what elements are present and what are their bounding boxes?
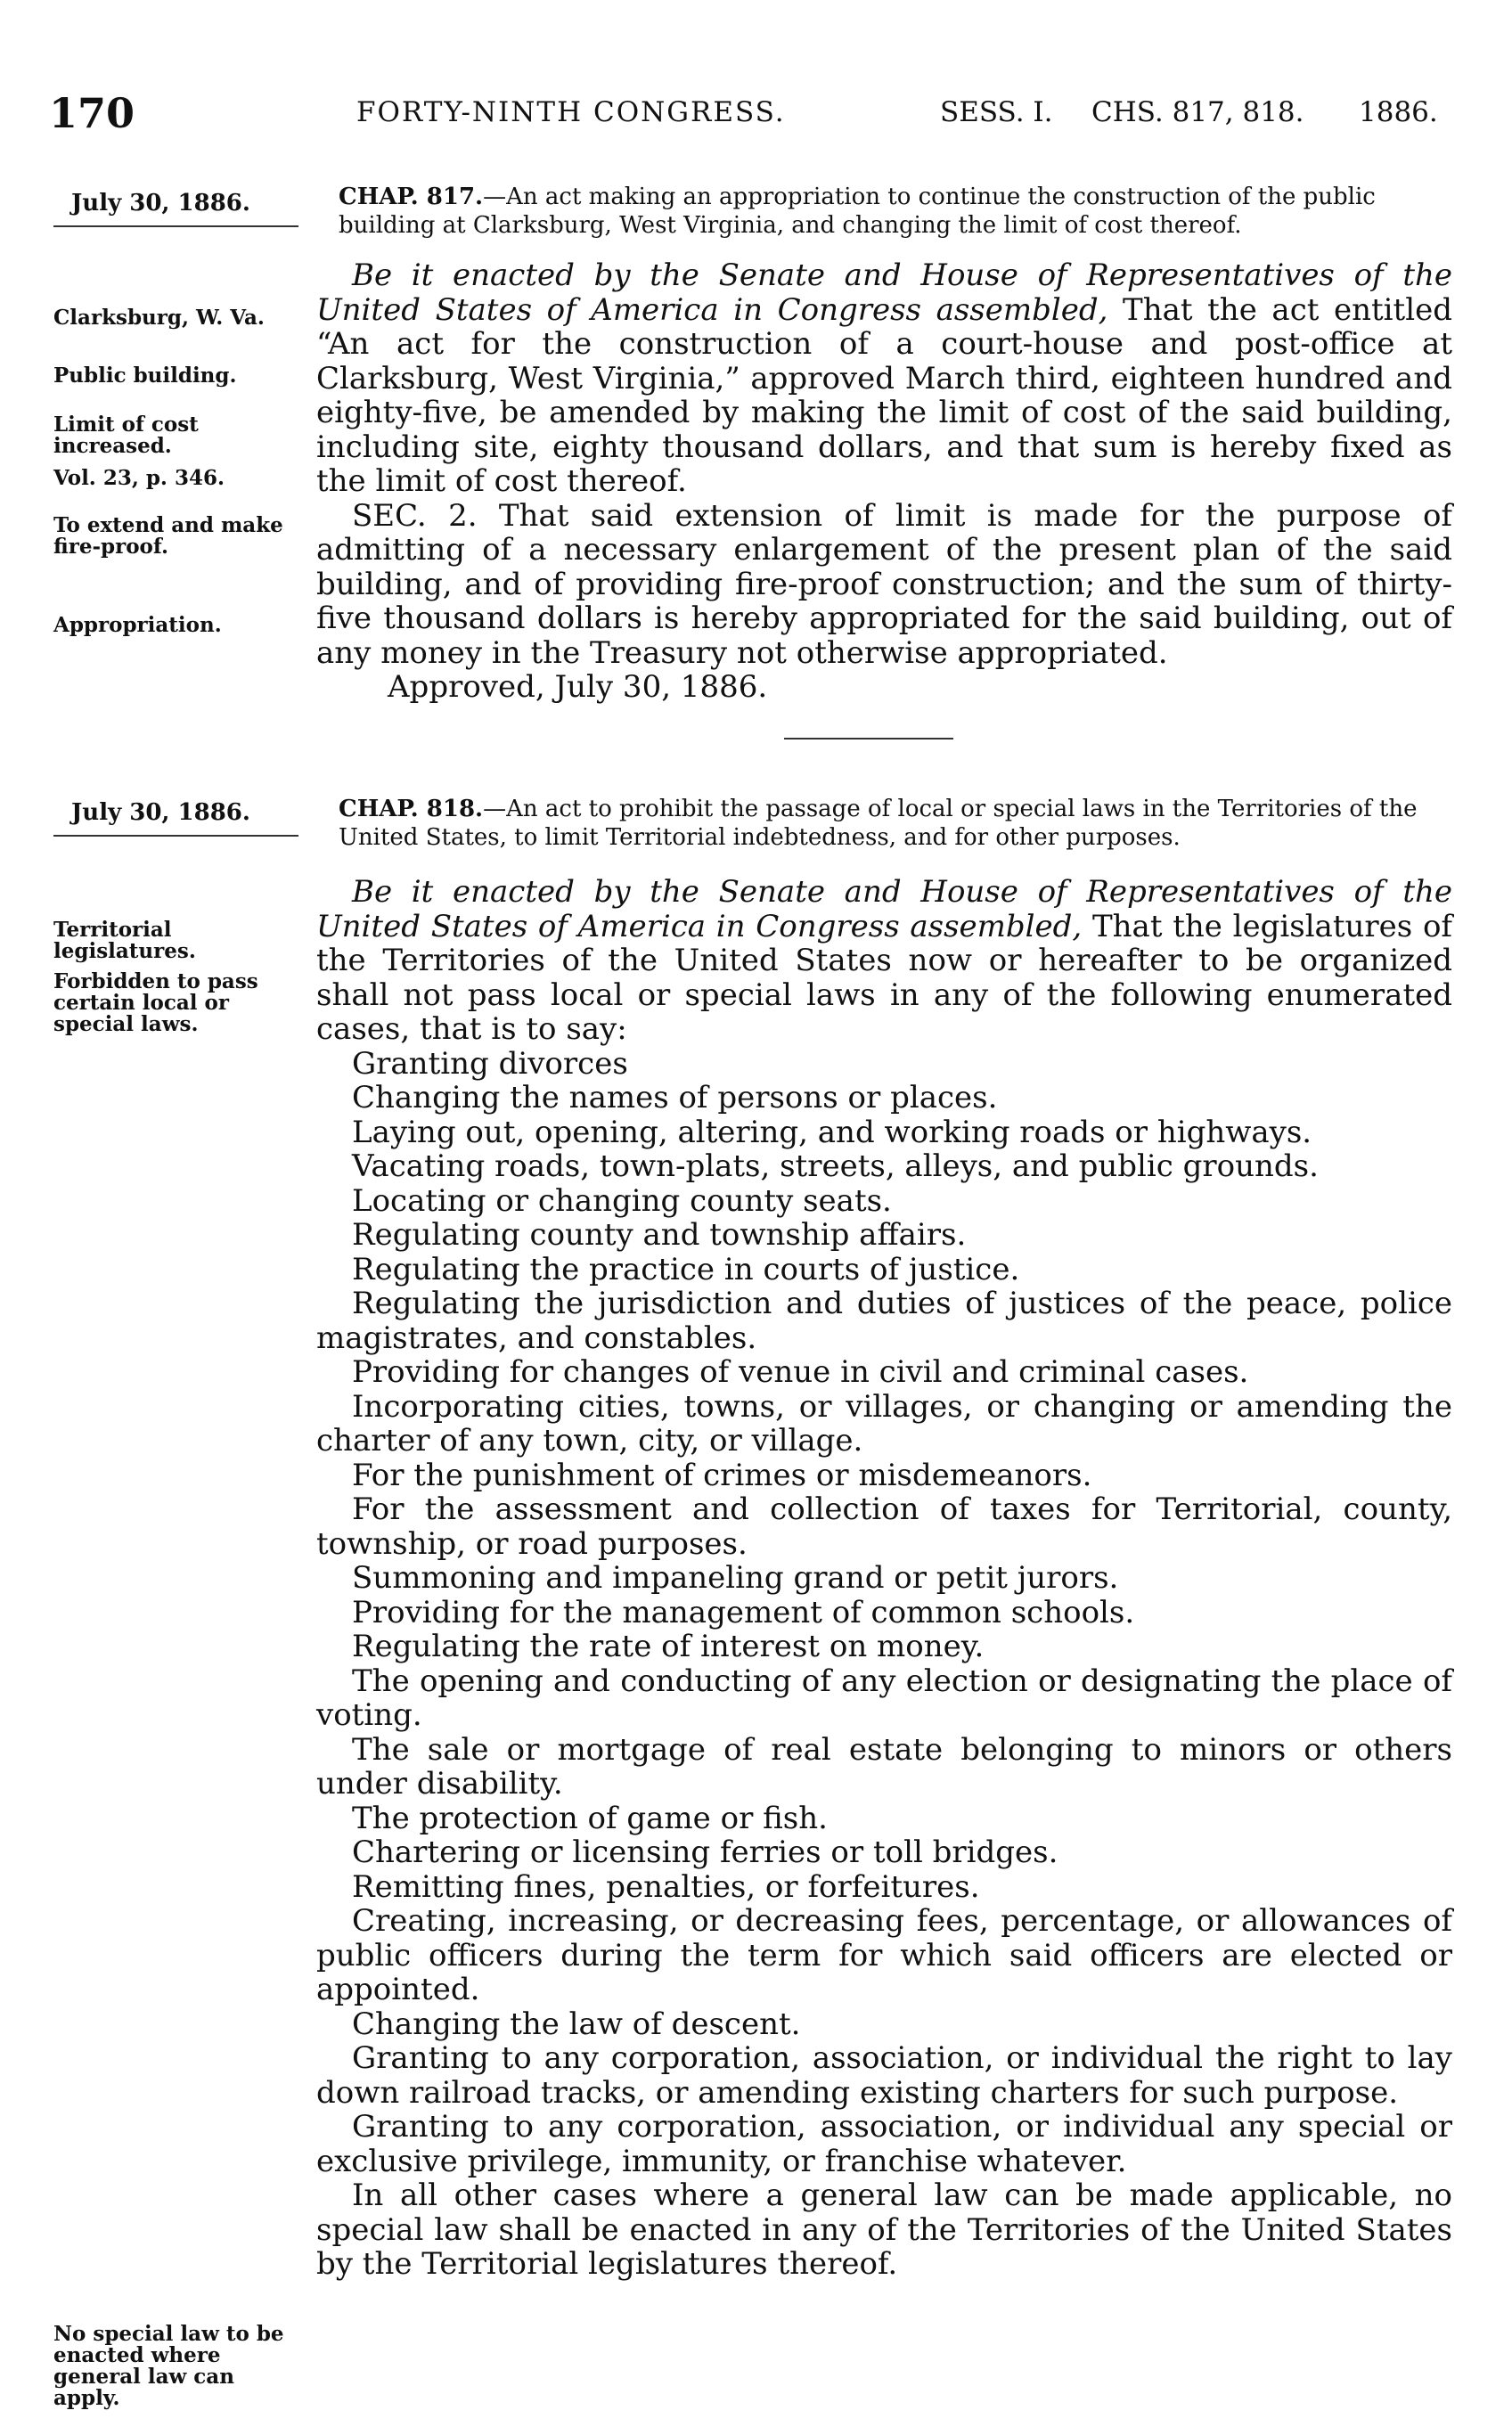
chap818-enacting-clause: Be it enacted by the Senate and House of Representatives of the United States of America in Congress assembled,: [316, 874, 1452, 944]
list-item: Providing for the management of common schools.: [352, 1594, 1135, 1630]
enumerated-cases-list: [316, 1047, 1452, 2179]
list-item: Regulating the jurisdiction and duties of justices of the peace, police magistrates, and constables.: [316, 1286, 1452, 1356]
list-item: Regulating the rate of interest on money.: [352, 1629, 985, 1664]
chap818-date-rule: [53, 835, 298, 837]
list-item: The sale or mortgage of real estate belonging to minors or others under disability.: [316, 1731, 1452, 1802]
margin-note-location: Clarksburg, W. Va.: [53, 306, 265, 330]
list-item: Remitting fines, penalties, or forfeitures.: [352, 1868, 980, 1905]
running-head-session: SESS. I.: [940, 96, 1053, 128]
chap818-intro-text: That the legislatures of the Territories of the United States now or hereafter to be organized shall not pass local or special laws in any of the following enumerated cases, that is to say:: [316, 908, 1452, 1047]
chap818-intro: [316, 875, 1452, 1047]
chap817-section-1: [316, 258, 1452, 499]
chap817-approved: Approved, July 30, 1886.: [388, 669, 768, 705]
running-head-title: FORTY-NINTH CONGRESS.: [356, 96, 786, 128]
page-number: 170: [49, 89, 135, 137]
list-item: Regulating county and township affairs.: [352, 1217, 967, 1253]
running-header: [49, 89, 1448, 151]
margin-note-extend: To extend and make fire-proof.: [53, 513, 283, 559]
chap817-enacting-clause: Be it enacted by the Senate and House of Representatives of the United States of America in Congress assembled,: [316, 257, 1452, 328]
chap817-section-2-text: That said extension of limit is made for the purpose of admitting of a necessary enlargement of the present plan of the said building, and of providing fire-proof construction; and the sum of thirty-five thousand dollars is hereby appropriated for the said building, out of any money in the Treasury not otherwise appropriated.: [316, 497, 1452, 671]
chap818-body: [316, 875, 1452, 2282]
list-item: Incorporating cities, towns, or villages, or changing or amending the charter of any town, city, or village.: [316, 1388, 1452, 1459]
chap817-label: CHAP. 817.: [339, 184, 484, 210]
chap817-section-1-text: That the act entitled “An act for the construction of a court-house and post-office at Clarksburg, West Virginia,” approved March third, eighteen hundred and eighty-five, be amended by making the limit of cost of the said building, including site, eighty thousand dollars, and that sum is hereby fixed as the limit of cost thereof.: [316, 291, 1452, 499]
list-item: Providing for changes of venue in civil and criminal cases.: [352, 1354, 1249, 1390]
list-item: The protection of game or fish.: [352, 1800, 828, 1836]
list-item: Laying out, opening, altering, and working roads or highways.: [352, 1114, 1312, 1150]
section-divider: [784, 738, 953, 739]
list-item: Vacating roads, town-plats, streets, alleys, and public grounds.: [352, 1148, 1319, 1184]
chap817-title: [339, 183, 1452, 240]
list-item: Granting to any corporation, association, or individual any special or exclusive privilege, immunity, or franchise whatever.: [316, 2109, 1452, 2179]
chap818-date: July 30, 1886.: [71, 799, 250, 826]
margin-note-forbidden: Forbidden to pass certain local or special laws.: [53, 969, 258, 1036]
chap818-title-text: —An act to prohibit the passage of local or special laws in the Territories of the United States, to limit Territorial indebtedness, and for other purposes.: [339, 796, 1418, 851]
chap817-title-text: —An act making an appropriation to continue the construction of the public building at Clarksburg, West Virginia, and changing the limit of cost thereof.: [339, 184, 1376, 239]
running-head-chapters: CHS. 817, 818.: [1091, 96, 1304, 128]
list-item: For the assessment and collection of taxes for Territorial, county, township, or road purposes.: [316, 1491, 1452, 1562]
list-item: Locating or changing county seats.: [352, 1182, 892, 1219]
chap818-final-paragraph: In all other cases where a general law can be made applicable, no special law shall be enacted in any of the Territories of the United States by the Territorial legislatures thereof.: [316, 2178, 1452, 2282]
list-item: Creating, increasing, or decreasing fees, percentage, or allowances of public officers during the term for which said officers are elected or appointed.: [316, 1903, 1452, 2007]
margin-note-territorial: Territorial legislatures.: [53, 918, 196, 963]
list-item: Granting to any corporation, association, or individual the right to lay down railroad tracks, or amending existing charters for such purpose.: [316, 2040, 1452, 2111]
margin-note-limit: Limit of cost increased.: [53, 413, 199, 458]
chap818-title: [339, 795, 1452, 852]
chap817-body: [316, 258, 1452, 705]
list-item: The opening and conducting of any election or designating the place of voting.: [316, 1663, 1452, 1733]
margin-note-no-special: No special law to be enacted where general law can apply.: [53, 2322, 284, 2410]
list-item: Regulating the practice in courts of justice.: [352, 1251, 1020, 1287]
chap817-section-2: [316, 499, 1452, 671]
list-item: Chartering or licensing ferries or toll bridges.: [352, 1834, 1058, 1870]
margin-note-public-building: Public building.: [53, 364, 237, 388]
chap818-label: CHAP. 818.: [339, 796, 484, 822]
list-item: Summoning and impaneling grand or petit jurors.: [352, 1560, 1119, 1596]
chap817-date: July 30, 1886.: [71, 190, 250, 217]
margin-note-appropriation: Appropriation.: [53, 613, 222, 637]
chap817-date-rule: [53, 225, 298, 227]
running-head-year: 1886.: [1359, 96, 1438, 128]
list-item: Granting divorces: [352, 1045, 628, 1082]
list-item: For the punishment of crimes or misdemeanors.: [352, 1457, 1092, 1493]
margin-note-vol-ref: Vol. 23, p. 346.: [53, 466, 225, 490]
list-item: Changing the law of descent.: [352, 2006, 801, 2042]
list-item: Changing the names of persons or places.: [352, 1080, 998, 1115]
chap817-section-2-label: SEC. 2.: [352, 497, 478, 534]
